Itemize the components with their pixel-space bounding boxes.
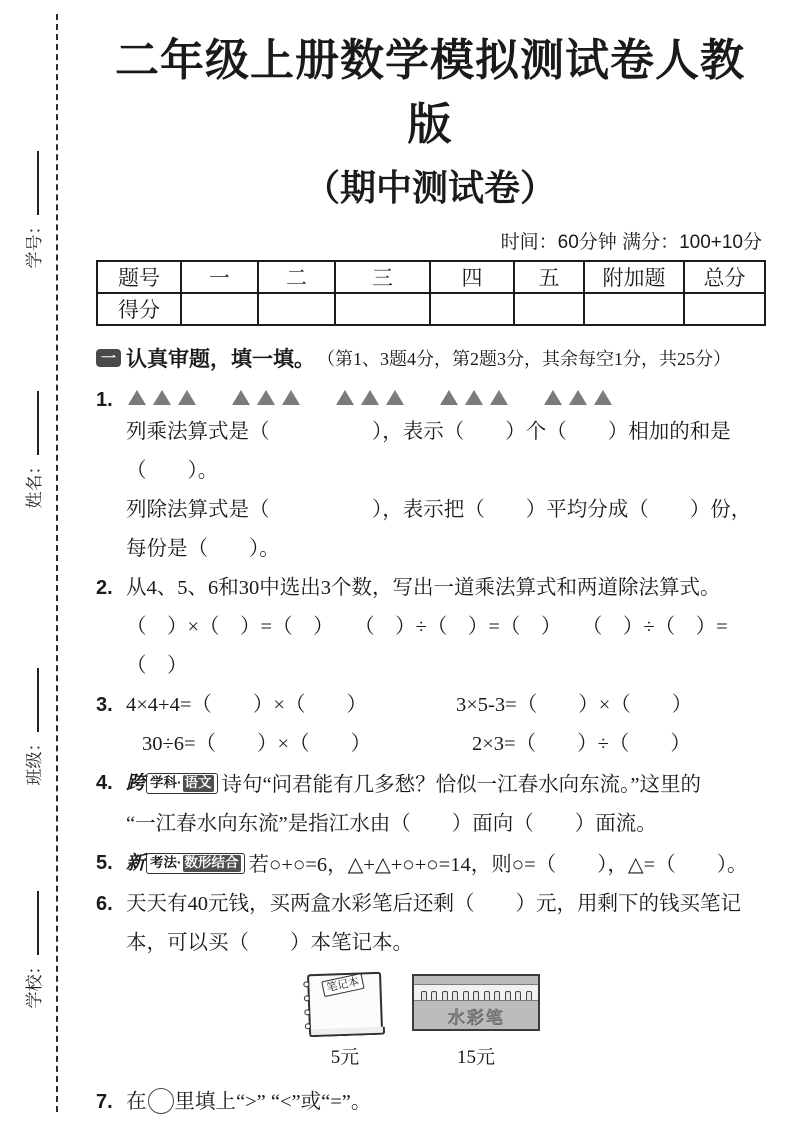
triangle-group <box>544 390 612 405</box>
triangle-icon <box>465 390 483 405</box>
triangle-group <box>336 390 404 405</box>
score-empty-cell[interactable] <box>335 293 430 325</box>
score-empty-cell[interactable] <box>181 293 258 325</box>
name-field <box>17 374 47 526</box>
score-header-cell: 题号 <box>97 261 181 293</box>
question-4-number: 4. <box>96 772 113 794</box>
paintbox-item <box>412 974 540 1069</box>
paintbox-price: 15元 <box>456 1047 495 1068</box>
q3-expression-2: 3×5-3=（ ）×（ ） <box>456 694 693 716</box>
question-1 <box>96 381 764 569</box>
q4-line1 <box>126 764 764 805</box>
q1-each-share-line: 每份是（ ）。 <box>126 538 280 560</box>
triangle-icon <box>544 390 562 405</box>
section-1-badge: 一 <box>96 349 121 367</box>
question-2-number: 2. <box>96 577 113 599</box>
class-label: 班级： <box>24 734 44 786</box>
score-header-cell: 附加题 <box>584 261 684 293</box>
q5-line <box>126 844 764 885</box>
pen-cap-icon <box>494 991 500 1000</box>
student-id-label: 学号： <box>24 217 44 269</box>
school-field <box>17 874 47 1026</box>
triangle-icon <box>232 390 250 405</box>
q7-intro-suffix: 里填上“>” “<”或“=”。 <box>174 1091 372 1113</box>
class-field <box>17 651 47 803</box>
score-row-label: 得分 <box>97 293 181 325</box>
pen-cap-icon <box>442 991 448 1000</box>
time-score-info: 时间：60分钟 满分：100+10分 <box>500 232 762 253</box>
score-empty-cell[interactable] <box>430 293 514 325</box>
pen-cap-icon <box>452 991 458 1000</box>
class-blank[interactable] <box>25 669 39 733</box>
score-empty-cell[interactable] <box>514 293 584 325</box>
score-header-cell: 总分 <box>684 261 765 293</box>
triangle-group <box>440 390 508 405</box>
pen-cap-icon <box>463 991 469 1000</box>
school-blank[interactable] <box>25 892 39 956</box>
q2-equations: （ ）×（ ）=（ ） （ ）÷（ ）=（ ） （ ）÷（ ）=（ ） <box>126 616 728 677</box>
notebook-image <box>307 972 383 1033</box>
triangle-icon <box>336 390 354 405</box>
pen-cap-icon <box>421 991 427 1000</box>
paintbox-body <box>414 1001 538 1029</box>
pen-cap-icon <box>431 991 437 1000</box>
tag-chip-text: 语文 <box>184 775 212 791</box>
section-1-note: （第1、3题4分，第2题3分，其余每空1分，共25分） <box>317 349 731 369</box>
question-2 <box>96 569 764 686</box>
question-4 <box>96 764 764 844</box>
triangle-icon <box>594 390 612 405</box>
tag-chip-text: 数形结合 <box>184 855 239 871</box>
score-header-cell: 二 <box>258 261 335 293</box>
cut-dashed-line <box>56 14 58 1112</box>
q6-text2: 本，可以买（ ）本笔记本。 <box>126 932 413 954</box>
question-7 <box>96 1083 764 1122</box>
question-6-number: 6. <box>96 893 113 915</box>
q6-text1: 天天有40元钱，买两盒水彩笔后还剩（ ）元，用剩下的钱买笔记 <box>126 893 741 915</box>
score-empty-cell[interactable] <box>584 293 684 325</box>
paintbox-lid <box>414 976 538 985</box>
notebook-price: 5元 <box>330 1047 360 1068</box>
name-blank[interactable] <box>25 392 39 456</box>
page-subtitle: （期中测试卷） <box>303 167 556 208</box>
score-empty-cell[interactable] <box>684 293 765 325</box>
q1-multiplication-line: 列乘法算式是（ ），表示（ ）个（ ）相加的和是（ ）。 <box>126 421 731 482</box>
q3-expression-1: 4×4+4=（ ）×（ ） <box>126 694 367 716</box>
section-1-title: 认真审题，填一填。 <box>126 348 315 371</box>
paintbox-image <box>412 974 540 1031</box>
notebook-cover-label: 笔记本 <box>321 973 364 997</box>
q4-text2: “一江春水向东流”是指江水由（ ）面向（ ）面流。 <box>126 813 657 835</box>
q4-text1: 诗句“问君能有几多愁？恰似一江春水向东流。”这里的 <box>221 774 701 796</box>
cross-subject-tag <box>126 764 218 803</box>
question-5-number: 5. <box>96 852 113 874</box>
score-header-cell: 五 <box>514 261 584 293</box>
tag-box <box>146 853 245 874</box>
triangle-icon <box>282 390 300 405</box>
q1-division-line: 列除法算式是（ ），表示把（ ）平均分成（ ）份， <box>126 499 752 521</box>
score-header-cell: 四 <box>430 261 514 293</box>
paintbox-label: 水彩笔 <box>447 1007 505 1027</box>
triangle-icon <box>440 390 458 405</box>
question-6 <box>96 885 764 963</box>
score-table-score-row <box>97 293 765 325</box>
triangle-icon <box>128 390 146 405</box>
score-table <box>96 260 766 326</box>
q3-expression-3: 30÷6=（ ）×（ ） <box>142 733 372 755</box>
triangle-group <box>232 390 300 405</box>
triangle-icon <box>490 390 508 405</box>
question-1-number: 1. <box>96 389 113 411</box>
question-5 <box>96 844 764 885</box>
triangle-icon <box>386 390 404 405</box>
q3-expression-4: 2×3=（ ）÷（ ） <box>472 733 691 755</box>
triangle-groups <box>126 381 764 413</box>
page-title: 二年级上册数学模拟测试卷人教版 <box>115 36 745 149</box>
q7-intro-prefix: 在 <box>126 1091 147 1113</box>
q5-text: 若○+○=6，△+△+○+○=14，则○=（ ），△=（ ）。 <box>248 854 748 876</box>
triangle-group <box>128 390 196 405</box>
q7-intro <box>126 1083 793 1122</box>
pen-cap-icon <box>473 991 479 1000</box>
tag-box-text: 学科· <box>150 775 182 791</box>
score-table-header-row <box>97 261 765 293</box>
question-3 <box>96 686 764 764</box>
q6-goods-pictures <box>308 973 764 1069</box>
notebook-rings <box>303 981 311 1029</box>
tag-box-text: 考法· <box>150 855 182 871</box>
tag-prefix: 跨 <box>126 773 146 794</box>
pen-cap-icon <box>515 991 521 1000</box>
q2-text: 从4、5、6和30中选出3个数，写出一道乘法算式和两道除法算式。 <box>126 577 721 599</box>
name-label: 姓名： <box>24 457 44 509</box>
triangle-icon <box>153 390 171 405</box>
score-header-cell: 一 <box>181 261 258 293</box>
paintbox-pen-caps <box>414 985 538 1001</box>
new-method-tag <box>126 844 245 883</box>
triangle-icon <box>569 390 587 405</box>
school-label: 学校： <box>24 957 44 1009</box>
tag-box <box>146 773 218 794</box>
pen-cap-icon <box>526 991 532 1000</box>
score-empty-cell[interactable] <box>258 293 335 325</box>
section-1-header <box>96 343 764 373</box>
triangle-icon <box>257 390 275 405</box>
question-7-number: 7. <box>96 1091 113 1113</box>
pen-cap-icon <box>484 991 490 1000</box>
notebook-item <box>308 973 382 1069</box>
score-header-cell: 三 <box>335 261 430 293</box>
question-3-number: 3. <box>96 694 113 716</box>
triangle-icon <box>361 390 379 405</box>
student-id-field <box>17 134 47 286</box>
student-id-blank[interactable] <box>25 152 39 216</box>
triangle-icon <box>178 390 196 405</box>
tag-prefix: 新 <box>126 853 146 874</box>
pen-cap-icon <box>505 991 511 1000</box>
answer-circle <box>148 1088 174 1114</box>
